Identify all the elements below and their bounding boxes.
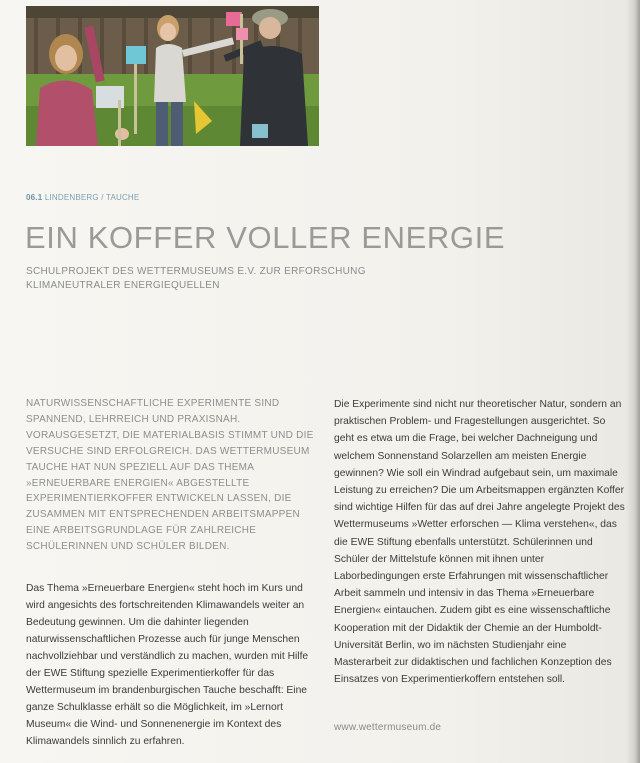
page-title: EIN KOFFER VOLLER ENERGIE [25, 220, 506, 255]
children-with-wind-experiment-photo-icon [26, 6, 319, 146]
section-label [26, 193, 139, 202]
body-right-text: Die Experimente sind nicht nur theoretischer Natur, sondern an praktischen Problem- und Fragestellungen ausgerichtet. So geht es etwa um die Frage, bei welcher Dachneigung und welchem Sonnenstand Solarzellen am meisten Energie gewinnen? Wie soll ein Windrad aufgebaut sein, um maximale Leistung zu erreichen? Die um Arbeitsmappen ergänzten Koffer sind wichtige Hilfen für das auf drei Jahre angelegte Projekt des Wettermuseums »Wetter erforschen — Klima verstehen«, das die EWE Stiftung ebenfalls unterstützt. Schülerinnen und Schüler der Mittelstufe können mit ihnen unter Laborbedingungen erste Erfahrungen mit wissenschaftlicher Arbeit sammeln und intensiv in das Thema »Erneuerbare Energien« eintauchen. Zudem gibt es eine wissenschaftliche Kooperation mit der Didaktik der Chemie an der Humboldt-Universität Berlin, wo im nächsten Studienjahr eine Masterarbeit zur didaktischen und fachlichen Konzeption des Einsatzes von Experimentierkoffern entstehen soll. [334, 399, 625, 686]
section-number: 06.1 [26, 193, 43, 202]
page-edge-shadow [626, 0, 640, 763]
body-paragraph-left [26, 580, 321, 750]
website-link[interactable]: www.wettermuseum.de [334, 722, 442, 733]
body-paragraph-right [334, 396, 626, 688]
section-location: LINDENBERG / TAUCHE [44, 193, 140, 202]
body-left-text: Das Thema »Erneuerbare Energien« steht hoch im Kurs und wird angesichts des fortschreitenden Klimawandels weiter an Bedeutung gewinnen. Um die dahinter liegenden naturwissenschaftlichen Prozesse auch für junge Menschen nachvollziehbar und verständlich zu machen, wurden mit Hilfe der EWE Stiftung spezielle Experimentierkoffer für das Wettermuseum im brandenburgischen Tauche beschafft: Eine ganze Schulklasse erhält so die Möglichkeit, im »Lernort Museum« die Wind- und Sonnenenergie im Kontext des Klimawandels sinnlich zu erfahren. [26, 583, 309, 747]
page-subtitle: SCHULPROJEKT DES WETTERMUSEUMS E.V. ZUR ERFORSCHUNG KLIMANEUTRALER ENERGIEQUELLEN [26, 266, 366, 291]
header-photo [26, 6, 319, 146]
intro-paragraph: NATURWISSENSCHAFTLICHE EXPERIMENTE SIND SPANNEND, LEHRREICH UND PRAXISNAH. VORAUSGESETZT, DIE MATERIALBASIS STIMMT UND DIE VERSUCHE SIND ERFOLGREICH. DAS WETTERMUSEUM TAUCHE HAT NUN SPEZIELL AUF DAS THEMA »ERNEUERBARE ENERGIEN« ABGESTELLTE EXPERIMENTIERKOFFER ENTWICKELN LASSEN, DIE ZUSAMMEN MIT ENTSPRECHENDEN ARBEITSMAPPEN EINE ARBEITSGRUNDLAGE FÜR ZAHLREICHE SCHÜLERINNEN UND SCHÜLER BILDEN. [26, 398, 314, 553]
